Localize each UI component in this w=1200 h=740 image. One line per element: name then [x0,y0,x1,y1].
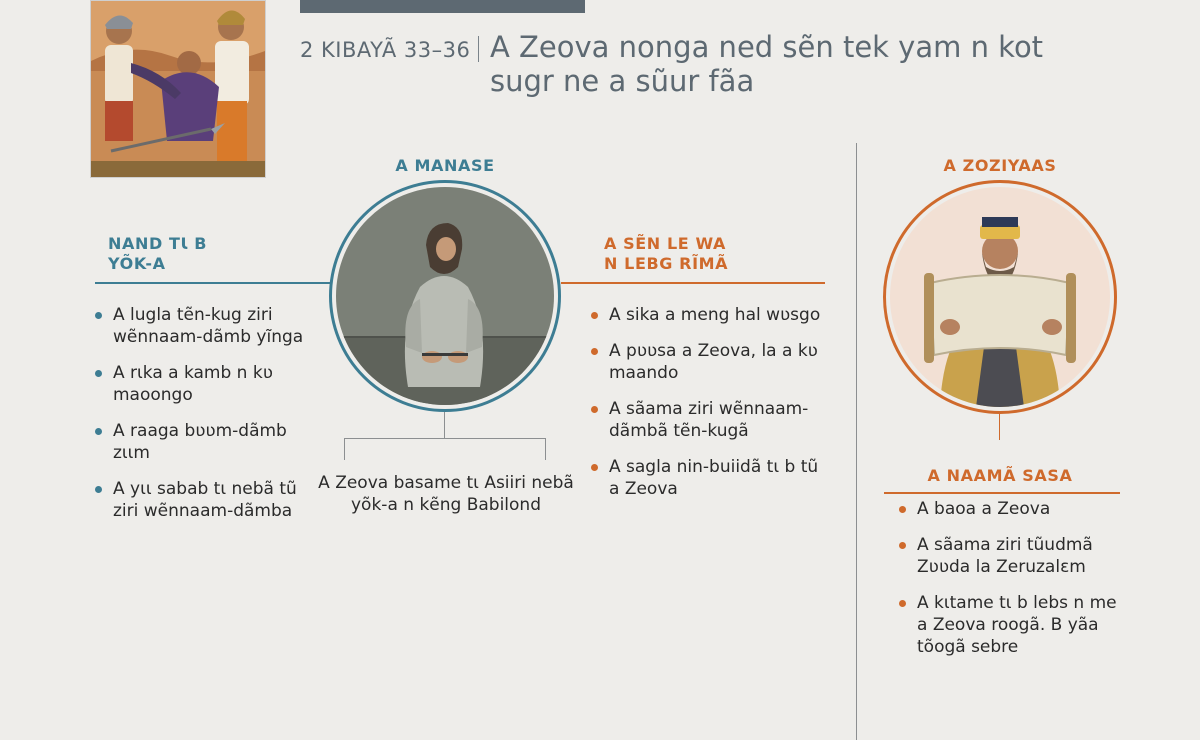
young-heading-rule [884,492,1120,494]
young-list [899,498,1119,672]
column-divider [856,143,857,740]
before-heading-rule [95,282,331,284]
after-item: A sagla nin-buiidã tɩ b tũ a Zeova [591,456,831,500]
before-item: A raaga bʋʋm-dãmb zɩɩm [95,420,310,464]
after-heading [604,234,728,274]
before-item: A lugla tẽn-kug ziri wẽnnaam-dãmb yĩnga [95,304,310,348]
captivity-connector-right [545,438,546,460]
captivity-connector-left [344,438,345,460]
scripture-reference: 2 KIBAYÃ 33–36 [300,38,471,62]
before-heading-line2: YÕK-A [108,254,166,273]
after-item: A sika a meng hal wʋsgo [591,304,831,326]
before-list [95,304,310,536]
captivity-text: A Zeova basame tɩ Asiiri nebã yõk-a n kẽng Babilond [318,473,574,515]
after-list [591,304,831,514]
before-item: A rɩka a kamb n kʋ maoongo [95,362,310,406]
after-heading-line1: A SẼN LE WA [604,234,726,253]
josiah-heading: A ZOZIYAAS [943,156,1057,175]
young-item: A sãama ziri tũudmã Zʋʋda la Zeruzalɛm [899,534,1119,578]
young-heading: A NAAMÃ SASA [927,466,1073,485]
manasseh-heading: A MANASE [395,156,495,175]
before-item: A yɩɩ sabab tɩ nebã tũ ziri wẽnnaam-dãmba [95,478,310,522]
young-item: A kɩtame tɩ b lebs n me a Zeova roogã. B yãa tõogã sebre [899,592,1119,658]
title-separator [478,36,479,62]
captivity-connector-bar [344,438,546,439]
captivity-connector-stem [444,412,445,438]
josiah-portrait [883,180,1117,414]
page-title: A Zeova nonga ned sẽn tek yam n kot sugr ne a sũur fãa [490,30,1044,98]
before-heading [108,234,207,274]
before-heading-line1: NAND TƖ B [108,234,208,253]
after-heading-rule [561,282,825,284]
young-item: A baoa a Zeova [899,498,1119,520]
capture-illustration [90,0,266,178]
after-item: A pʋʋsa a Zeova, la a kʋ maando [591,340,831,384]
header-bar [300,0,585,13]
after-item: A sãama ziri wẽnnaam-dãmbã tẽn-kugã [591,398,831,442]
manasseh-portrait [329,180,561,412]
after-heading-line2: N LEBG RĨMÃ [604,254,729,273]
josiah-connector [999,414,1000,440]
